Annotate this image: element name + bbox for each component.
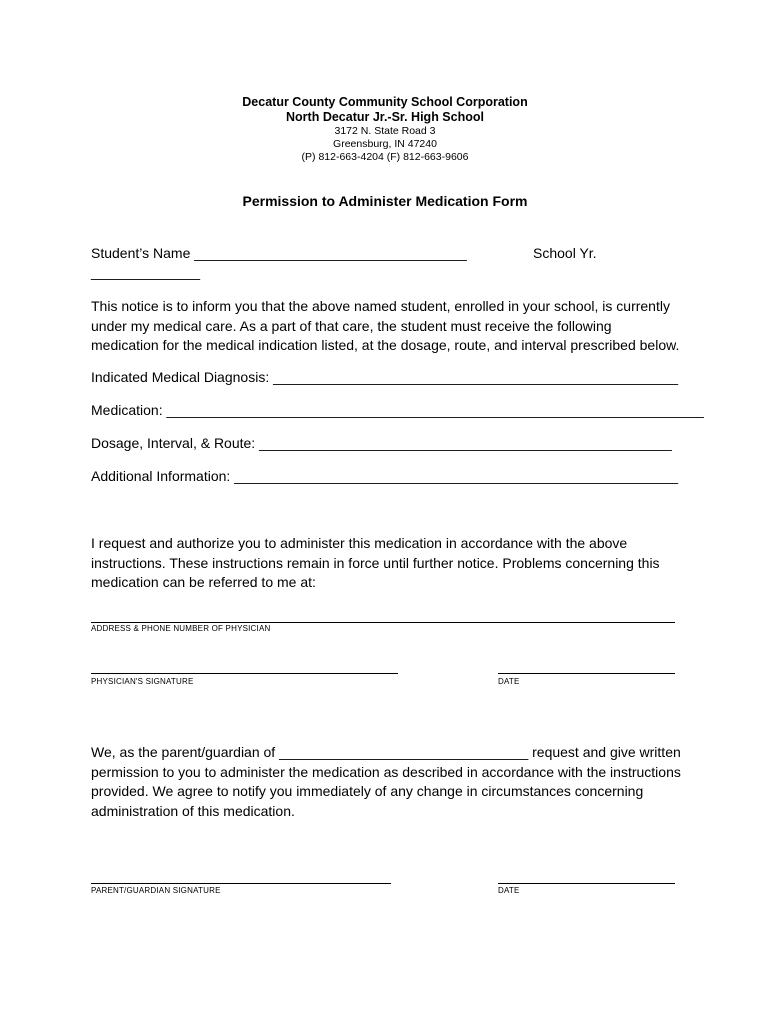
physician-date-line[interactable] bbox=[498, 673, 675, 674]
request-line: medication can be referred to me at: bbox=[91, 574, 316, 590]
parent-line: permission to you to administer the medication as described in accordance with the instructions bbox=[91, 763, 681, 780]
notice-line: medication for the medical indication listed, at the dosage, route, and interval prescribed below. bbox=[91, 337, 680, 353]
corporation-name: Decatur County Community School Corporation bbox=[242, 95, 528, 109]
physician-signature-line[interactable] bbox=[91, 673, 398, 674]
request-line: I request and authorize you to administer this medication in accordance with the above bbox=[91, 535, 628, 551]
school-year-field[interactable]: ______________ bbox=[91, 264, 201, 280]
parent-paragraph bbox=[91, 743, 691, 821]
parent-line: provided. We agree to notify you immediately of any change in circumstances concerning bbox=[91, 783, 644, 799]
medication-field[interactable]: Medication: _____________________________________________________________________ bbox=[91, 402, 704, 418]
parent-signature-line[interactable] bbox=[91, 883, 391, 884]
parent-line[interactable]: We, as the parent/guardian of ________________________________ request and give written bbox=[91, 744, 681, 760]
student-name-field[interactable]: Student’s Name ___________________________________ bbox=[91, 245, 467, 261]
physician-address-line[interactable] bbox=[91, 622, 675, 623]
parent-date-line[interactable] bbox=[498, 883, 675, 884]
notice-paragraph bbox=[91, 297, 691, 356]
school-name: North Decatur Jr.-Sr. High School bbox=[286, 110, 484, 124]
form-title: Permission to Administer Medication Form bbox=[242, 193, 528, 209]
address-line-2: Greensburg, IN 47240 bbox=[333, 138, 437, 150]
address-line-1: 3172 N. State Road 3 bbox=[334, 125, 436, 137]
letterhead bbox=[0, 95, 770, 164]
diagnosis-field[interactable]: Indicated Medical Diagnosis: ____________________________________________________ bbox=[91, 369, 678, 385]
parent-line: administration of this medication. bbox=[91, 802, 295, 819]
notice-line: This notice is to inform you that the above named student, enrolled in your school, is currently bbox=[91, 298, 670, 314]
request-line: instructions. These instructions remain in force until further notice. Problems concerning this bbox=[91, 554, 660, 571]
dosage-field[interactable]: Dosage, Interval, & Route: _____________________________________________________ bbox=[91, 435, 672, 451]
physician-signature-caption: PHYSICIAN'S SIGNATURE bbox=[91, 677, 194, 686]
parent-signature-caption: PARENT/GUARDIAN SIGNATURE bbox=[91, 886, 221, 895]
physician-date-caption: DATE bbox=[498, 677, 520, 686]
notice-line: under my medical care. As a part of that care, the student must receive the following bbox=[91, 317, 612, 334]
additional-info-field[interactable]: Additional Information: _________________________________________________________ bbox=[91, 468, 679, 484]
phone-fax: (P) 812-663-4204 (F) 812-663-9606 bbox=[301, 151, 469, 163]
school-year-label: School Yr. bbox=[533, 245, 597, 261]
parent-date-caption: DATE bbox=[498, 886, 520, 895]
physician-address-caption: ADDRESS & PHONE NUMBER OF PHYSICIAN bbox=[91, 624, 271, 633]
request-paragraph bbox=[91, 534, 691, 593]
